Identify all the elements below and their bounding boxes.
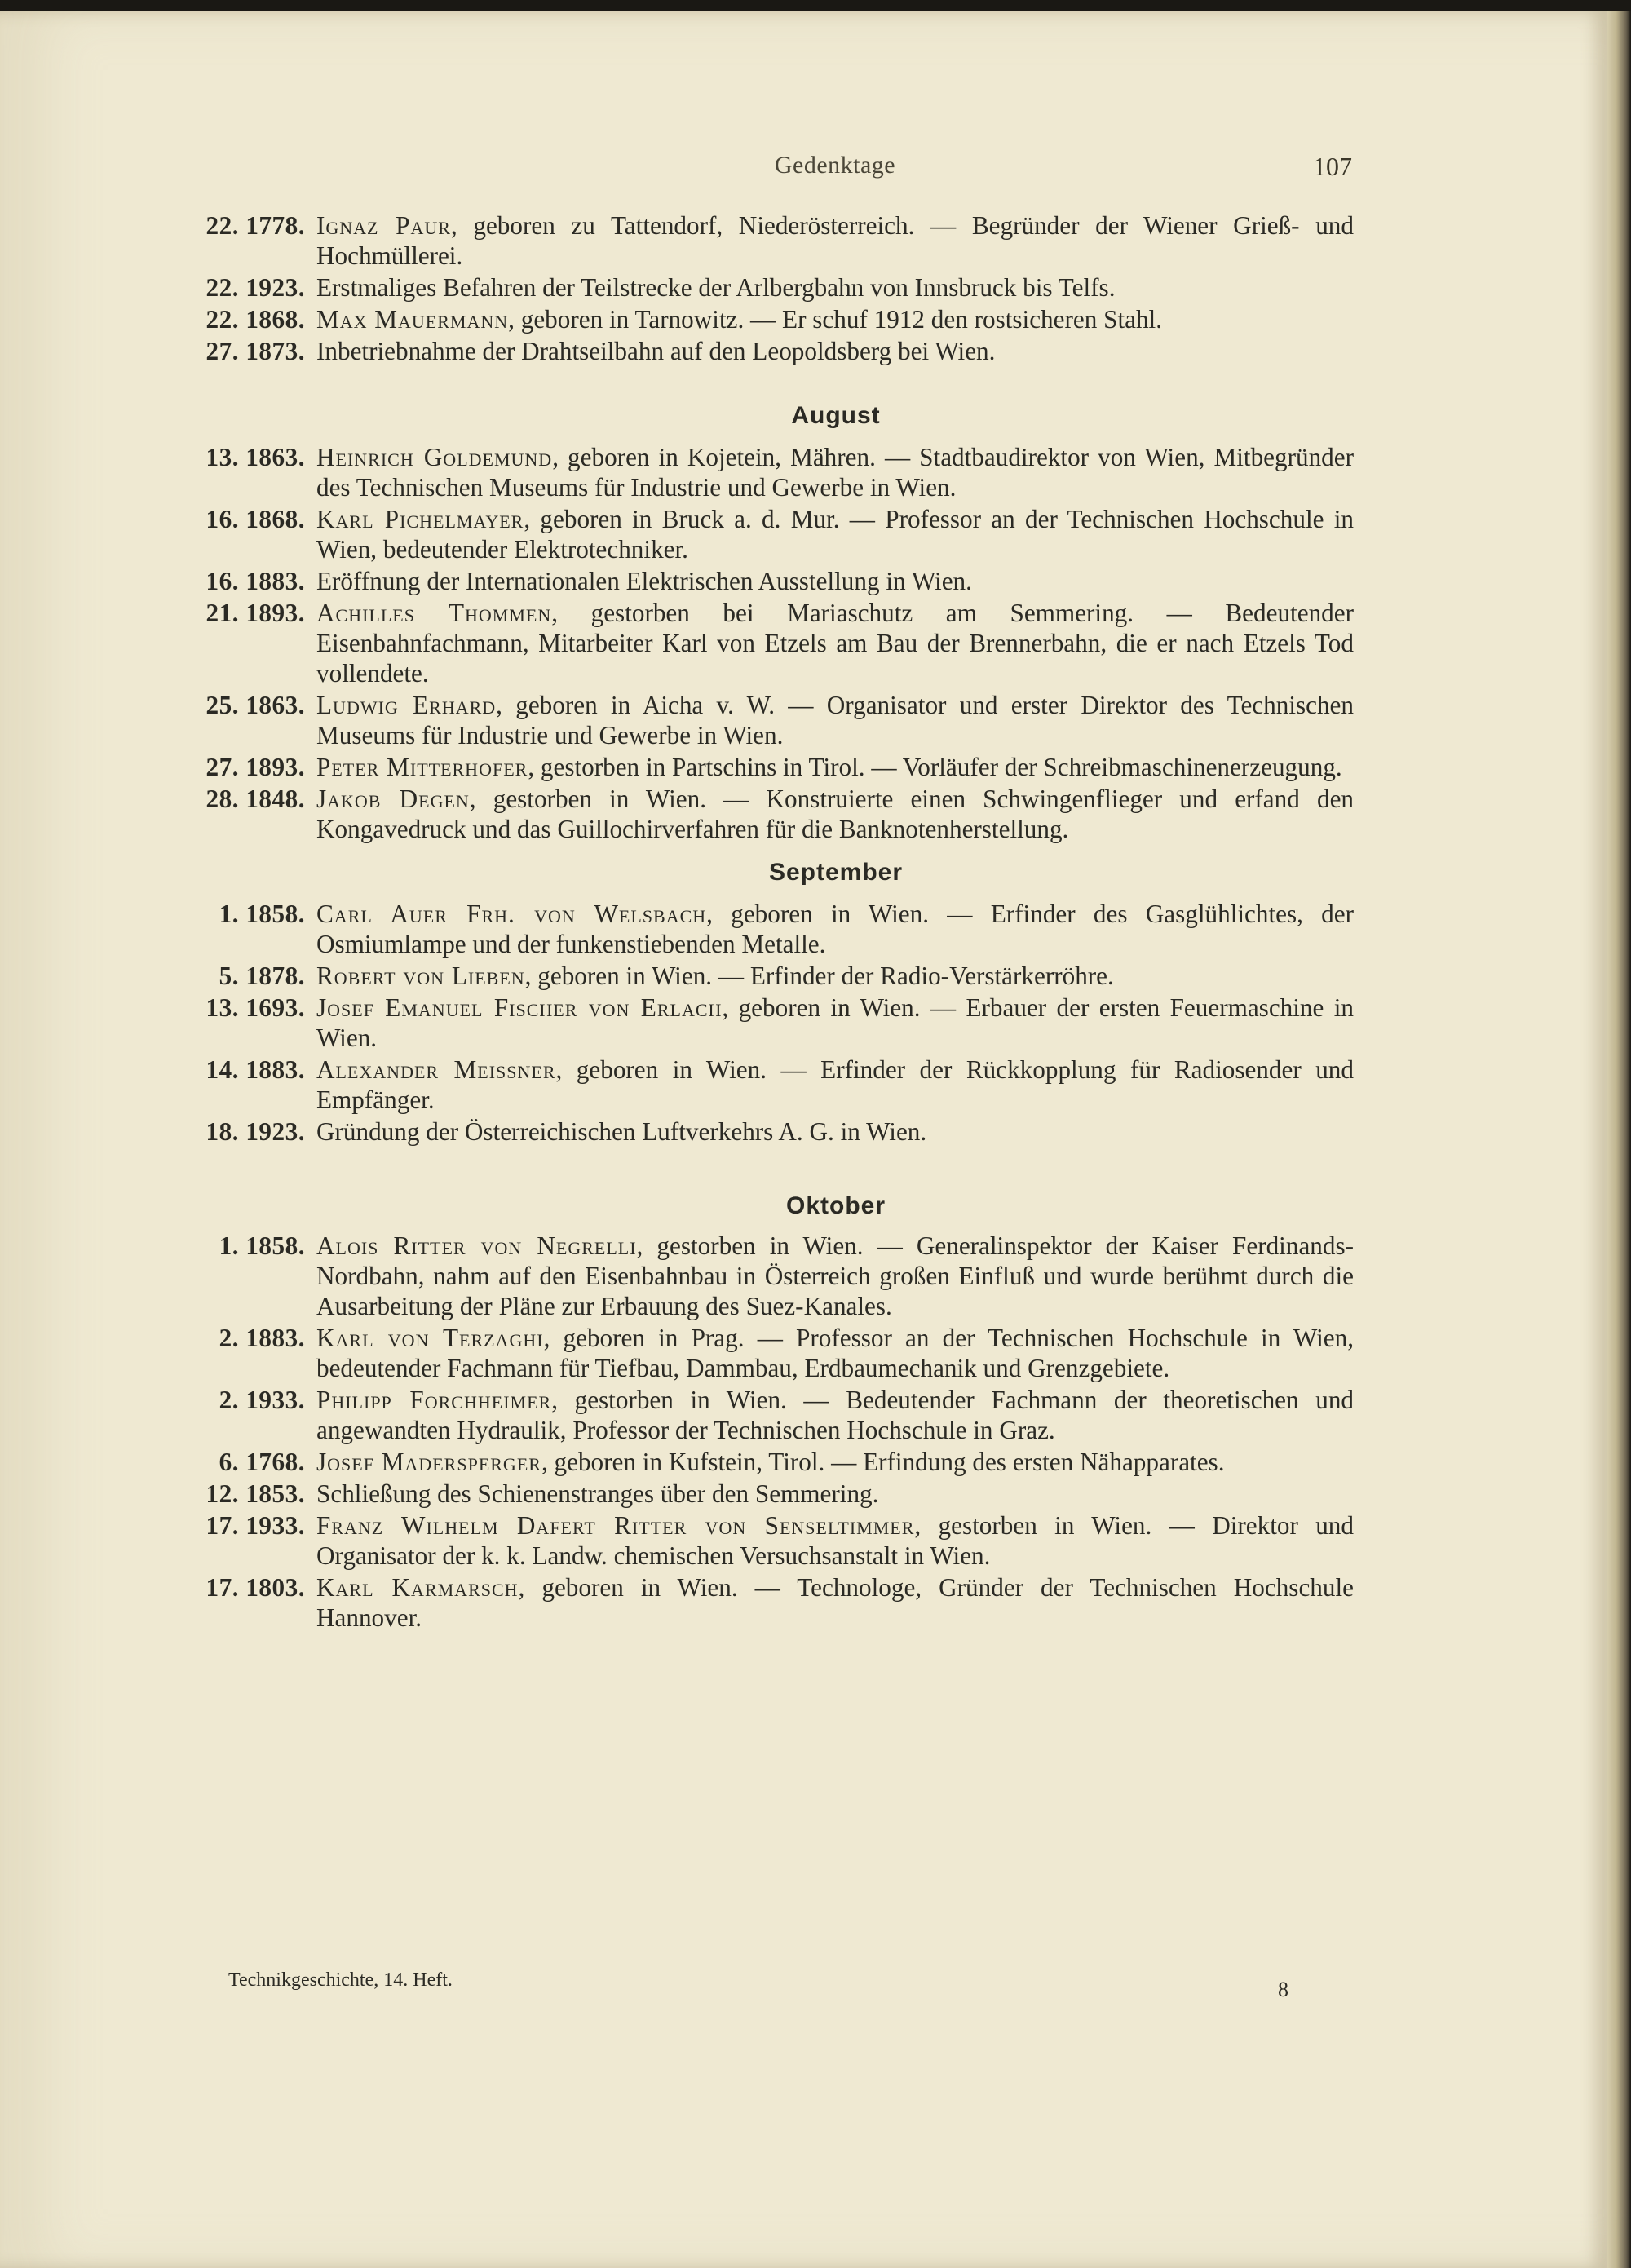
entry-date: 2. 1883. — [219, 1324, 305, 1352]
entry-row — [171, 899, 1354, 959]
entry-date: 16. 1883. — [206, 567, 305, 595]
person-name: Karl Pichelmayer — [316, 505, 524, 533]
running-header — [318, 152, 1352, 184]
entry-date: 28. 1848. — [206, 785, 305, 813]
entry-body — [316, 961, 1354, 991]
entry-body — [316, 1510, 1354, 1571]
entry-date: 22. 1778. — [206, 211, 305, 240]
person-name: Franz Wilhelm Dafert Ritter von Senseltimmer — [316, 1511, 915, 1540]
entry-date: 1. 1858. — [219, 900, 305, 928]
entry-row — [171, 1323, 1354, 1383]
entry-date: 22. 1923. — [206, 273, 305, 302]
entry-date: 5. 1878. — [219, 962, 305, 990]
entry-body — [316, 1385, 1354, 1445]
entry-row — [171, 442, 1354, 502]
entry-date: 17. 1803. — [206, 1573, 305, 1602]
page-edge — [1607, 11, 1631, 2268]
entry-body — [316, 899, 1354, 959]
entry-body — [316, 784, 1354, 844]
entry-text: , geboren in Tarnowitz. — Er schuf 1912 den rostsicheren Stahl. — [508, 305, 1163, 334]
entry-row — [171, 961, 1354, 991]
person-name: Karl von Terzaghi — [316, 1324, 544, 1352]
entry-row — [171, 336, 1354, 366]
page-number: 107 — [1313, 152, 1352, 181]
entry-row — [171, 504, 1354, 564]
person-name: Alois Ritter von Negrelli — [316, 1231, 637, 1260]
entry-row — [171, 566, 1354, 596]
entry-text: , geboren in Wien. — Technologe, Gründer der Technischen Hochschule Hannover. — [316, 1573, 1354, 1632]
entry-row — [171, 272, 1354, 303]
entry-row — [171, 1479, 1354, 1509]
entry-date: 12. 1853. — [206, 1479, 305, 1508]
entry-text: , geboren in Kufstein, Tirol. — Erfindung des ersten Nähapparates. — [541, 1448, 1225, 1476]
month-heading: September — [768, 859, 904, 886]
entry-row — [171, 993, 1354, 1053]
entry-body — [316, 690, 1354, 750]
entry-body — [316, 210, 1354, 271]
entry-date: 18. 1923. — [206, 1117, 305, 1146]
entry-row — [171, 210, 1354, 271]
person-name: Peter Mitterhofer — [316, 753, 528, 781]
entry-body — [316, 336, 1354, 366]
entry-row — [171, 1054, 1354, 1115]
person-name: Achilles Thommen — [316, 599, 552, 627]
entry-body — [316, 272, 1354, 303]
entry-text: , geboren in Wien. — Erfinder des Gasglühlichtes, der Osmiumlampe und der funkenstiebenden Metalle. — [316, 900, 1355, 958]
person-name: Alexander Meissner — [316, 1055, 556, 1084]
entry-row — [171, 1510, 1354, 1571]
entry-text: , geboren zu Tattendorf, Niederösterreich. — Begründer der Wiener Grieß- und Hochmüllerei. — [316, 211, 1354, 270]
entry-body — [316, 598, 1354, 688]
entry-text: Eröffnung der Internationalen Elektrischen Ausstellung in Wien. — [316, 567, 972, 595]
person-name: Philipp Forchheimer — [316, 1386, 552, 1414]
entry-text: , gestorben in Wien. — Generalinspektor der Kaiser Ferdinands-Nordbahn, nahm auf den Eisenbahnbau in Österreich großen Einfluß und wurde berühmt durch die Ausarbeitung der Pläne zur Erbauung des Suez-Kanales. — [316, 1231, 1354, 1320]
entries-list — [171, 210, 1354, 1634]
person-name: Ludwig Erhard — [316, 691, 497, 719]
entry-body — [316, 993, 1354, 1053]
entry-date: 16. 1868. — [206, 505, 305, 533]
entry-body — [316, 1116, 1354, 1147]
entry-date: 17. 1933. — [206, 1511, 305, 1540]
running-title: Gedenktage — [774, 152, 896, 179]
entry-body — [316, 442, 1354, 502]
entry-text: Gründung der Österreichischen Luftverkehrs A. G. in Wien. — [316, 1117, 927, 1146]
person-name: Heinrich Goldemund — [316, 443, 553, 471]
entry-text: , geboren in Wien. — Erbauer der ersten Feuermaschine in Wien. — [316, 993, 1354, 1052]
month-heading: August — [791, 402, 881, 429]
entry-date: 14. 1883. — [206, 1055, 305, 1084]
entry-date: 1. 1858. — [219, 1231, 305, 1260]
entry-row — [171, 784, 1354, 844]
entry-text: , geboren in Wien. — Erfinder der Rückkopplung für Radiosender und Empfänger. — [316, 1055, 1354, 1114]
entry-body — [316, 504, 1354, 564]
person-name: Max Mauermann — [316, 305, 509, 334]
entry-row — [171, 1447, 1354, 1477]
entry-text: , gestorben in Partschins in Tirol. — Vorläufer der Schreibmaschinenerzeugung. — [528, 753, 1342, 781]
entry-row — [171, 690, 1354, 750]
entry-date: 22. 1868. — [206, 305, 305, 334]
entry-row — [171, 304, 1354, 334]
entry-body — [316, 1231, 1354, 1321]
entry-text: , geboren in Kojetein, Mähren. — Stadtbaudirektor von Wien, Mitbegründer des Technischen Museums für Industrie und Gewerbe in Wien. — [316, 443, 1354, 502]
entry-row — [171, 1385, 1354, 1445]
entry-body — [316, 566, 1354, 596]
entry-text: , gestorben in Wien. — Bedeutender Fachmann der theoretischen und angewandten Hydraulik, Professor der Technischen Hochschule in Graz. — [316, 1386, 1355, 1444]
entry-body — [316, 304, 1354, 334]
entry-date: 2. 1933. — [219, 1386, 305, 1414]
entry-row — [171, 1116, 1354, 1147]
entry-text: , geboren in Bruck a. d. Mur. — Professor an der Technischen Hochschule in Wien, bedeutender Elektrotechniker. — [316, 505, 1354, 564]
month-heading: Oktober — [785, 1192, 886, 1219]
person-name: Robert von Lieben — [316, 962, 525, 990]
person-name: Carl Auer Frh. von Welsbach — [316, 900, 707, 928]
entry-row — [171, 752, 1354, 782]
page-footer — [228, 1970, 1288, 2002]
signature-line: Technikgeschichte, 14. Heft. — [228, 1970, 453, 1991]
entry-text: , gestorben in Wien. — Konstruierte einen Schwingenflieger und erfand den Kongavedruck und das Guillochirverfahren für die Banknotenherstellung. — [316, 785, 1355, 843]
entry-date: 27. 1873. — [206, 337, 305, 365]
person-name: Karl Karmarsch — [316, 1573, 519, 1602]
entry-body — [316, 1447, 1354, 1477]
entry-body — [316, 1479, 1354, 1509]
entry-body — [316, 752, 1354, 782]
entry-text: , geboren in Wien. — Erfinder der Radio-Verstärkerröhre. — [524, 962, 1114, 990]
entry-body — [316, 1572, 1354, 1633]
entry-body — [316, 1323, 1354, 1383]
entry-row — [171, 598, 1354, 688]
entry-text: , gestorben bei Mariaschutz am Semmering. — Bedeutender Eisenbahnfachmann, Mitarbeiter Karl von Etzels am Bau der Brennerbahn, die er nach Etzels Tod vollendete. — [316, 599, 1354, 687]
entry-row — [171, 1572, 1354, 1633]
entry-body — [316, 1054, 1354, 1115]
person-name: Ignaz Paur — [316, 211, 451, 240]
entry-text: Schließung des Schienenstranges über den Semmering. — [316, 1479, 879, 1508]
entry-date: 25. 1863. — [206, 691, 305, 719]
entry-text: , gestorben in Wien. — Direktor und Organisator der k. k. Landw. chemischen Versuchsanstalt in Wien. — [316, 1511, 1354, 1570]
entry-date: 6. 1768. — [219, 1448, 305, 1476]
person-name: Jakob Degen — [316, 785, 470, 813]
entry-text: , geboren in Prag. — Professor an der Technischen Hochschule in Wien, bedeutender Fachmann für Tiefbau, Dammbau, Erdbaumechanik und Grenzgebiete. — [316, 1324, 1354, 1382]
entry-text: , geboren in Aicha v. W. — Organisator und erster Direktor des Technischen Museums für Industrie und Gewerbe in Wien. — [316, 691, 1354, 749]
entry-row — [171, 1231, 1354, 1321]
entry-text: Erstmaliges Befahren der Teilstrecke der Arlbergbahn von Innsbruck bis Telfs. — [316, 273, 1116, 302]
person-name: Josef Emanuel Fischer von Erlach — [316, 993, 723, 1022]
entry-date: 27. 1893. — [206, 753, 305, 781]
person-name: Josef Madersperger — [316, 1448, 541, 1476]
entry-date: 13. 1863. — [206, 443, 305, 471]
sheet-number: 8 — [1278, 1978, 1288, 2001]
entry-text: Inbetriebnahme der Drahtseilbahn auf den Leopoldsberg bei Wien. — [316, 337, 996, 365]
entry-date: 21. 1893. — [206, 599, 305, 627]
entry-date: 13. 1693. — [206, 993, 305, 1022]
